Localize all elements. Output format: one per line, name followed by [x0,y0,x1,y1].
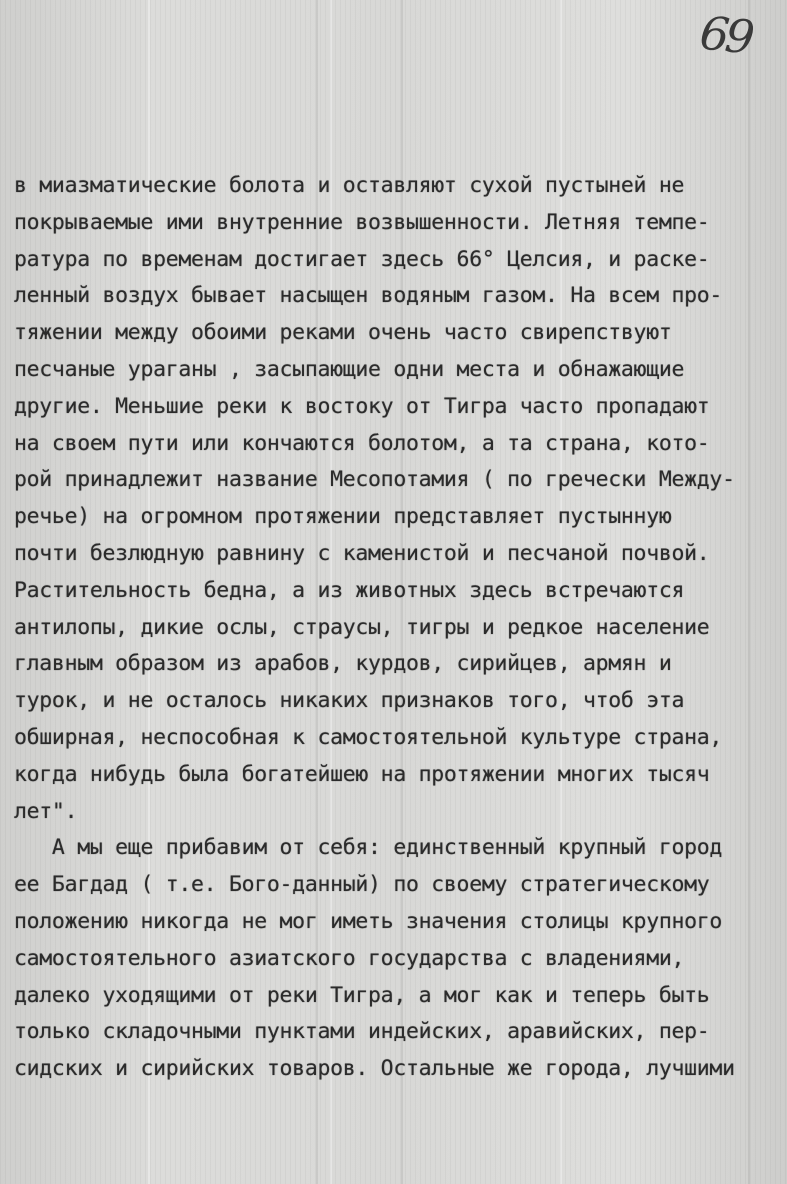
text-line: ее Багдад ( т.е. Бого-данный) по своему стратегическому [14,872,710,898]
text-line: когда нибудь была богатейшею на протяжении многих тысяч [14,761,710,787]
text-line: на своем пути или кончаются болотом, а та страна, кото- [14,430,710,456]
text-line: речье) на огромном протяжении представляет пустынную [14,504,672,530]
text-line: далеко уходящими от реки Тигра, а мог как и теперь быть [14,982,710,1008]
text-line: в миазматические болота и оставляют сухой пустыней не [14,173,685,198]
text-line: покрываемые ими внутренние возвышенности. Летняя темпе- [14,209,710,235]
typed-text-body [14,168,774,1088]
text-line: положению никогда не мог иметь значения столицы крупного [14,908,723,934]
text-line: главным образом из арабов, курдов, сирийцев, армян и [14,651,672,677]
text-line: почти безлюдную равнину с каменистой и песчаной почвой. [14,540,710,566]
text-line: обширная, неспособная к самостоятельной культуре страна, [14,724,723,750]
text-line: турок, и не осталось никаких признаков того, чтоб эта [14,688,685,714]
text-line: лет". [14,798,78,824]
text-line: только складочными пунктами индейских, аравийских, пер- [14,1019,710,1045]
text-line: антилопы, дикие ослы, страусы, тигры и редкое население [14,614,710,640]
text-line: другие. Меньшие реки к востоку от Тигра часто пропадают [14,393,710,419]
text-line: рой принадлежит название Месопотамия ( по гречески Между- [14,467,735,493]
text-line: песчаные ураганы , засыпающие одни места и обнажающие [14,356,685,382]
text-line: Растительность бедна, а из животных здесь встречаются [14,577,685,603]
text-line: А мы еще прибавим от себя: единственный крупный город [14,835,723,861]
text-line: ленный воздух бывает насыщен водяным газом. На всем про- [14,283,723,309]
text-line: ратура по временам достигает здесь 66° Целсия, и раске- [14,246,710,272]
text-line: самостоятельного азиатского государства с владениями, [14,945,685,971]
page-number: 69 [697,5,754,65]
text-line: тяжении между обоими реками очень часто свирепствуют [14,320,672,346]
text-line: сидских и сирийских товаров. Остальные же города, лучшими [14,1056,735,1082]
